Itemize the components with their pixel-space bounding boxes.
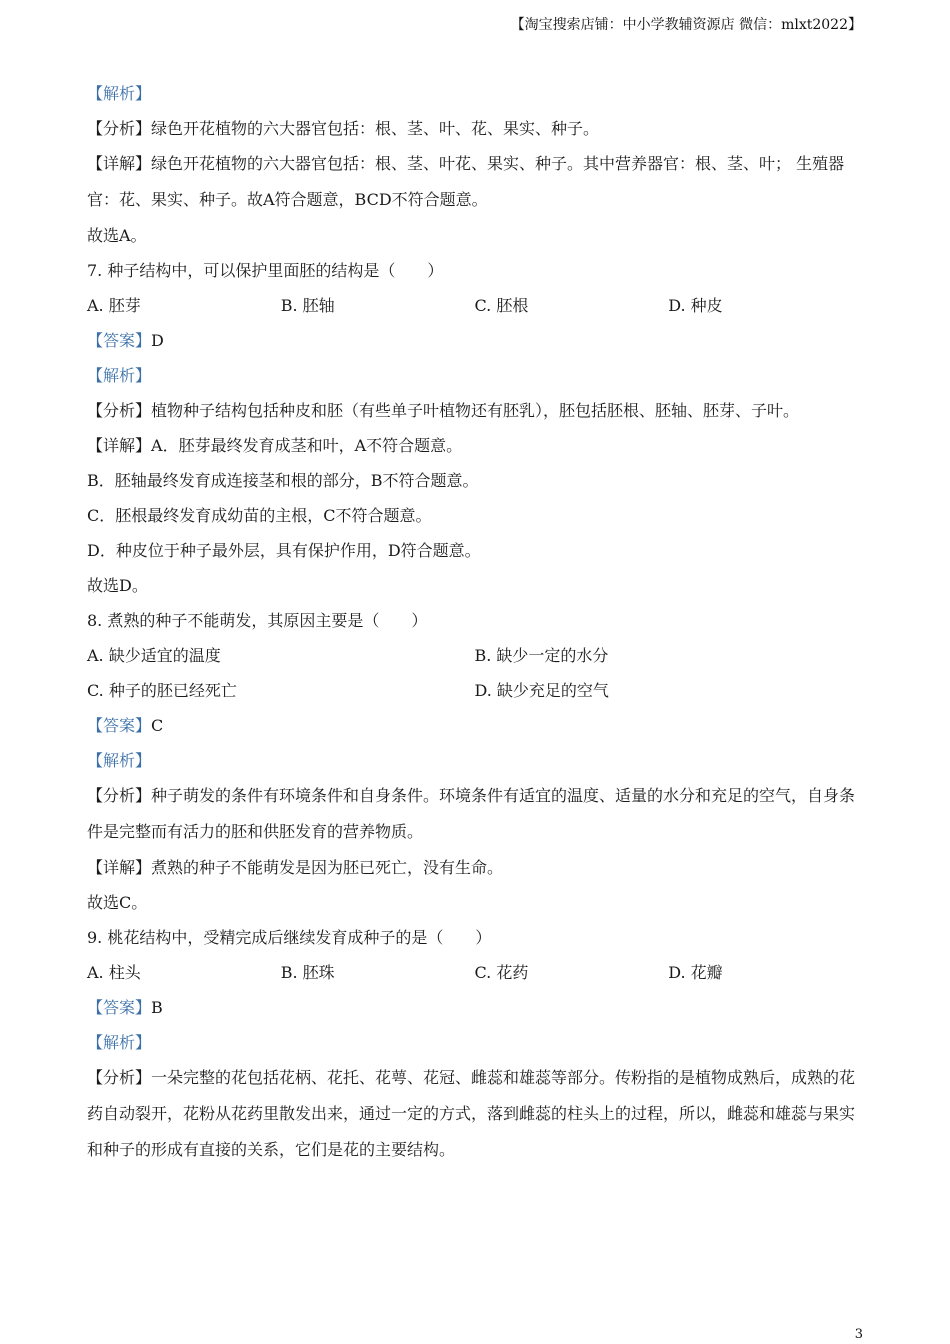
q8-answer bbox=[87, 708, 862, 743]
q7-analysis bbox=[87, 393, 862, 428]
q7-option-a: A. 胚芽 bbox=[87, 296, 141, 315]
xiangjie-tag: 【详解】 bbox=[87, 154, 152, 173]
q8-option-c: C. 种子的胚已经死亡 bbox=[87, 681, 237, 700]
q7-option-d: D. 种皮 bbox=[668, 296, 723, 315]
daan-tag: 【答案】 bbox=[87, 998, 152, 1017]
q8-stem: 8. 煮熟的种子不能萌发，其原因主要是（ ） bbox=[87, 611, 428, 630]
q6-detail bbox=[87, 146, 862, 218]
q8-option-b: B. 缺少一定的水分 bbox=[474, 646, 609, 665]
q7-answer bbox=[87, 323, 862, 358]
q6-explanation-tag bbox=[87, 76, 862, 111]
jiexi-tag: 【解析】 bbox=[87, 1033, 152, 1052]
daan-tag: 【答案】 bbox=[87, 716, 152, 735]
document-body bbox=[87, 76, 862, 1168]
q7-explanation-tag bbox=[87, 358, 862, 393]
q9-option-b: B. 胚珠 bbox=[280, 963, 335, 982]
q6-detail-text: 绿色开花植物的六大器官包括：根、茎、叶花、果实、种子。其中营养器官：根、茎、叶； 生殖器官：花、果实、种子。故A符合题意，BCD不符合题意。 bbox=[87, 154, 845, 209]
q7-stem: 7. 种子结构中，可以保护里面胚的结构是（ ） bbox=[87, 261, 444, 280]
q8-conclusion: 故选C。 bbox=[87, 893, 148, 912]
xiangjie-tag: 【详解】 bbox=[87, 858, 152, 877]
q8-detail bbox=[87, 850, 862, 885]
fenxi-tag: 【分析】 bbox=[87, 401, 152, 420]
daan-tag: 【答案】 bbox=[87, 331, 152, 350]
q7-detail-d: D．种皮位于种子最外层，具有保护作用，D符合题意。 bbox=[87, 541, 481, 560]
q6-conclusion: 故选A。 bbox=[87, 226, 147, 245]
q7-option-c: C. 胚根 bbox=[474, 296, 529, 315]
q7-answer-value: D bbox=[151, 331, 164, 350]
q9-option-d: D. 花瓣 bbox=[668, 963, 723, 982]
q9-option-a: A. 柱头 bbox=[87, 963, 141, 982]
q7-detail-c: C．胚根最终发育成幼苗的主根，C不符合题意。 bbox=[87, 506, 432, 525]
q8-options-row2 bbox=[87, 673, 862, 708]
q8-answer-value: C bbox=[151, 716, 164, 735]
q6-analysis bbox=[87, 111, 862, 146]
xiangjie-tag: 【详解】 bbox=[87, 436, 152, 455]
q6-analysis-text: 绿色开花植物的六大器官包括：根、茎、叶、花、果实、种子。 bbox=[151, 119, 600, 138]
q7-analysis-text: 植物种子结构包括种皮和胚（有些单子叶植物还有胚乳），胚包括胚根、胚轴、胚芽、子叶。 bbox=[151, 401, 800, 420]
fenxi-tag: 【分析】 bbox=[87, 1068, 152, 1087]
q7-detail bbox=[87, 428, 862, 463]
q7-detail-b: B．胚轴最终发育成连接茎和根的部分，B不符合题意。 bbox=[87, 471, 479, 490]
q8-explanation-tag bbox=[87, 743, 862, 778]
q8-option-d: D. 缺少充足的空气 bbox=[474, 681, 609, 700]
q8-analysis-text: 种子萌发的条件有环境条件和自身条件。环境条件有适宜的温度、适量的水分和充足的空气，自身条件是完整而有活力的胚和供胚发育的营养物质。 bbox=[87, 786, 856, 841]
q7-detail-text: A．胚芽最终发育成茎和叶，A不符合题意。 bbox=[151, 436, 463, 455]
jiexi-tag: 【解析】 bbox=[87, 751, 152, 770]
q9-analysis bbox=[87, 1060, 862, 1168]
q9-option-c: C. 花药 bbox=[474, 963, 529, 982]
q9-options bbox=[87, 955, 862, 990]
q8-options-row1 bbox=[87, 638, 862, 673]
q7-option-b: B. 胚轴 bbox=[280, 296, 335, 315]
fenxi-tag: 【分析】 bbox=[87, 119, 152, 138]
jiexi-tag: 【解析】 bbox=[87, 84, 152, 103]
q9-answer-value: B bbox=[151, 998, 163, 1017]
q8-analysis bbox=[87, 778, 862, 850]
q7-conclusion: 故选D。 bbox=[87, 576, 148, 595]
q9-analysis-text: 一朵完整的花包括花柄、花托、花萼、花冠、雌蕊和雄蕊等部分。传粉指的是植物成熟后，成熟的花药自动裂开，花粉从花药里散发出来，通过一定的方式，落到雌蕊的柱头上的过程，所以，雌蕊和雄蕊与果实和种子的形成有直接的关系，它们是花的主要结构。 bbox=[87, 1068, 856, 1159]
q7-options bbox=[87, 288, 862, 323]
page-header: 【淘宝搜索店铺：中小学教辅资源店 微信：mlxt2022】 bbox=[510, 17, 862, 33]
q9-answer bbox=[87, 990, 862, 1025]
fenxi-tag: 【分析】 bbox=[87, 786, 152, 805]
q8-detail-text: 煮熟的种子不能萌发是因为胚已死亡，没有生命。 bbox=[151, 858, 504, 877]
jiexi-tag: 【解析】 bbox=[87, 366, 152, 385]
q9-explanation-tag bbox=[87, 1025, 862, 1060]
q9-stem: 9. 桃花结构中，受精完成后继续发育成种子的是（ ） bbox=[87, 928, 492, 947]
q8-option-a: A. 缺少适宜的温度 bbox=[87, 646, 221, 665]
page-number: 3 bbox=[854, 1327, 863, 1342]
